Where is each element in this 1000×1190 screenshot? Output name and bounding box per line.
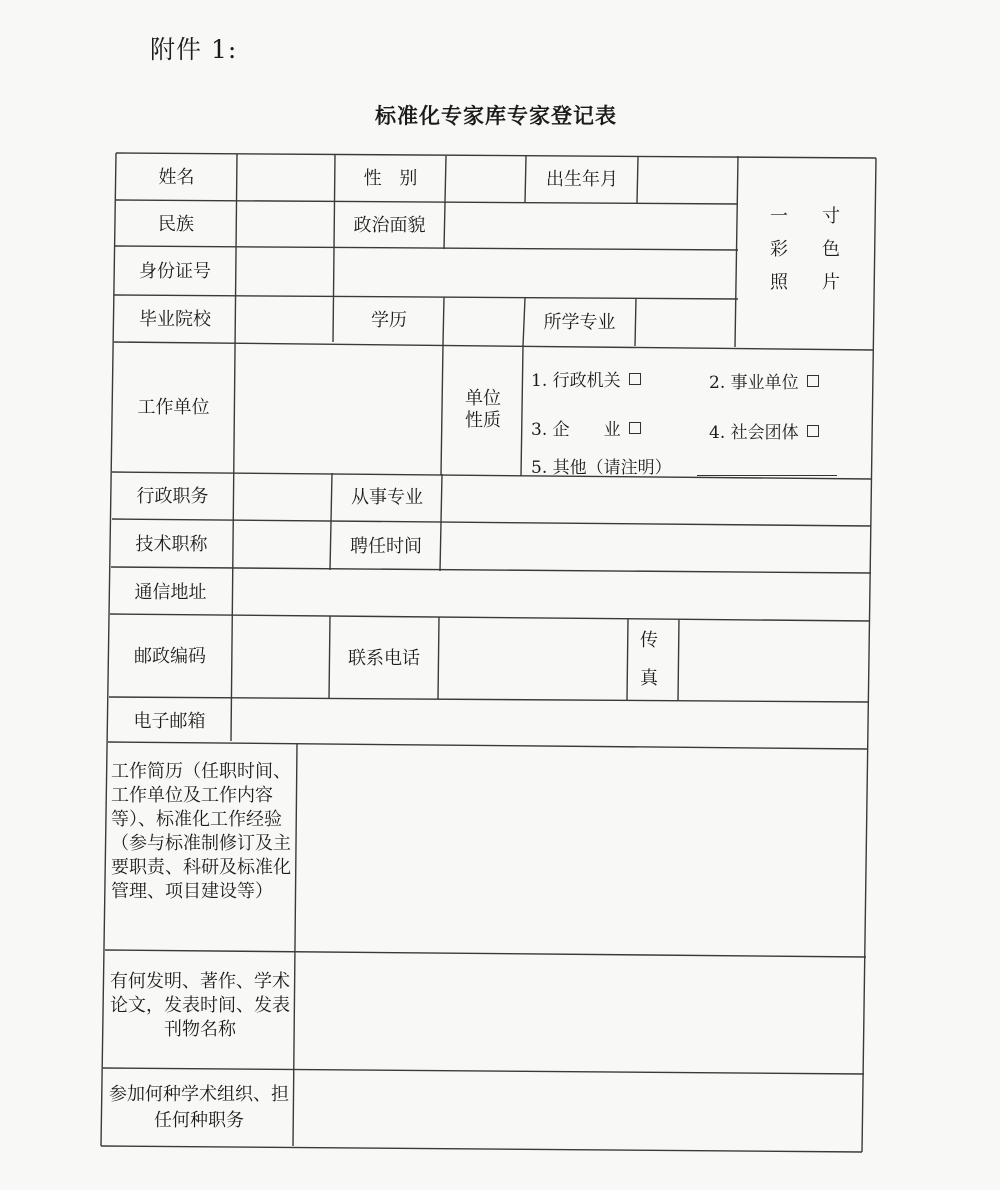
admin-position-field[interactable] (233, 474, 330, 520)
postcode-label: 邮政编码 (134, 646, 206, 668)
fax-field[interactable] (680, 620, 868, 702)
photo-placeholder (770, 200, 840, 299)
phone-label: 联系电话 (348, 648, 420, 670)
unit-option-4[interactable]: 4. 社会团体 (709, 418, 819, 443)
phone-field[interactable] (440, 619, 627, 701)
appoint-time-field[interactable] (442, 524, 869, 571)
photo-line-1: 一 寸 (770, 206, 840, 227)
appoint-time-label: 聘任时间 (350, 535, 422, 557)
ethnicity-label: 民族 (158, 214, 194, 236)
checkbox-icon[interactable] (807, 375, 819, 387)
birth-label: 出生年月 (546, 169, 618, 191)
political-label: 政治面貌 (353, 215, 426, 237)
name-field[interactable] (237, 156, 333, 200)
checkbox-icon[interactable] (807, 425, 819, 437)
admin-position-label: 行政职务 (136, 486, 209, 508)
resume-label: 工作简历（任职时间、工作单位及工作内容等）、标准化工作经验（参与标准制修订及主要职责、科研及标准化管理、项目建设等） (111, 761, 291, 902)
unit-option-1[interactable]: 1. 行政机关 (531, 366, 641, 391)
profession-field[interactable] (443, 476, 869, 522)
education-label: 学历 (371, 310, 407, 332)
profession-label: 从事专业 (351, 487, 423, 509)
school-field[interactable] (235, 297, 332, 343)
education-field[interactable] (445, 299, 523, 345)
gender-label: 性 别 (363, 168, 424, 190)
inventions-field[interactable] (296, 954, 863, 1070)
major-label: 所学专业 (543, 312, 616, 334)
employer-field[interactable] (234, 345, 442, 473)
resume-field[interactable] (298, 747, 865, 953)
unit-option-5[interactable]: 5. 其他（请注明） (531, 458, 672, 478)
photo-line-3: 照 片 (770, 272, 840, 293)
id-number-label: 身份证号 (139, 261, 211, 283)
photo-line-2: 彩 色 (770, 239, 840, 260)
major-field[interactable] (637, 300, 735, 346)
email-label: 电子邮箱 (133, 710, 206, 732)
postcode-field[interactable] (231, 617, 329, 699)
unit-option-3[interactable]: 3. 企 业 (531, 415, 641, 440)
tech-title-label: 技术职称 (135, 533, 208, 555)
name-label: 姓名 (158, 167, 195, 189)
address-field[interactable] (231, 570, 869, 617)
fax-label: 传真 (640, 630, 658, 689)
political-field[interactable] (446, 204, 736, 250)
attachment-label: 附件 1: (150, 35, 238, 64)
school-label: 毕业院校 (139, 309, 211, 331)
tech-title-field[interactable] (232, 522, 329, 569)
organizations-field[interactable] (294, 1072, 862, 1148)
unit-type-label: 单位性质 (465, 388, 501, 431)
checkbox-icon[interactable] (629, 373, 641, 385)
gender-field[interactable] (446, 157, 526, 201)
id-number-field[interactable] (236, 249, 736, 297)
email-field[interactable] (231, 700, 867, 745)
ethnicity-field[interactable] (236, 202, 333, 248)
unit-option-2[interactable]: 2. 事业单位 (709, 368, 819, 393)
inventions-label: 有何发明、著作、学术论文，发表时间、发表刊物名称 (110, 971, 290, 1040)
birth-field[interactable] (638, 158, 738, 202)
checkbox-icon[interactable] (629, 422, 641, 434)
address-label: 通信地址 (134, 581, 207, 603)
employer-label: 工作单位 (137, 397, 210, 419)
organizations-label: 参加何种学术组织、担任何种职务 (109, 1084, 289, 1131)
form-title-text: 标准化专家库专家登记表 (375, 104, 617, 128)
